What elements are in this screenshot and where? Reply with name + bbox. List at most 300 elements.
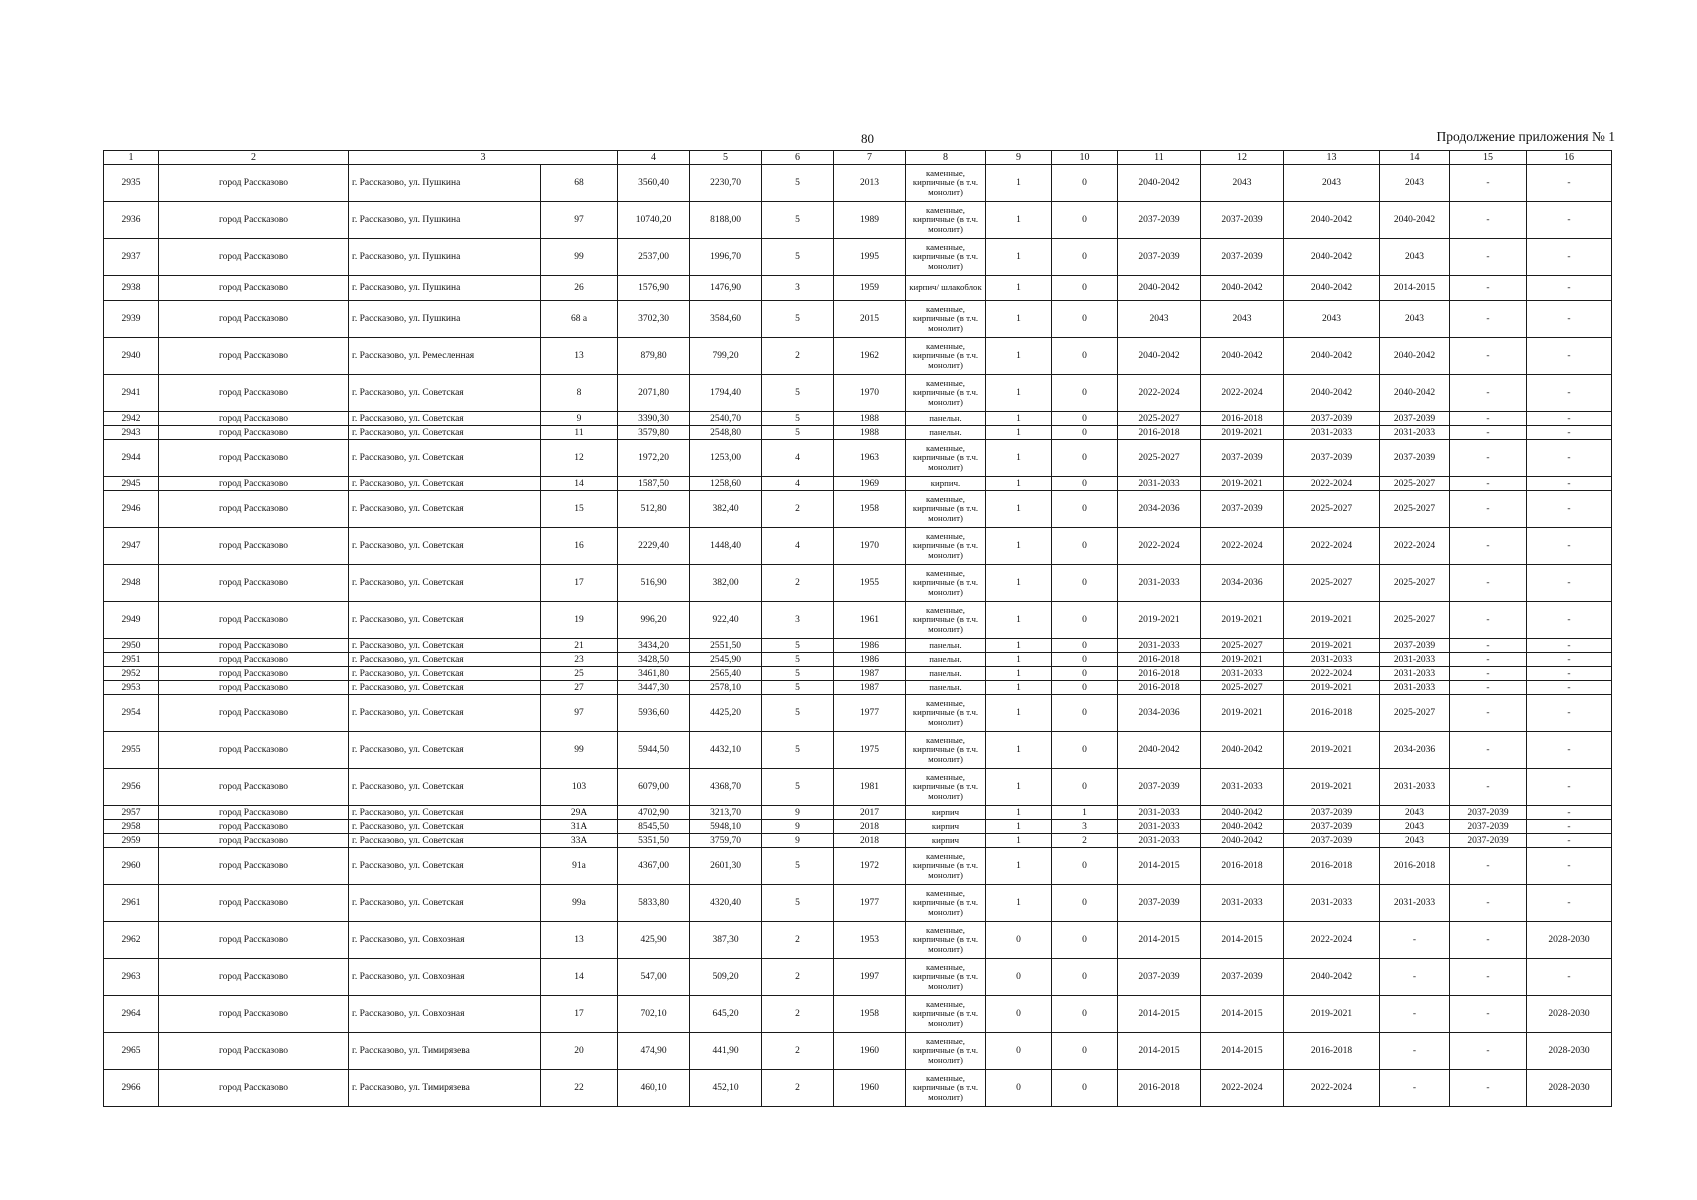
table-cell: 2: [1052, 834, 1118, 848]
table-cell: 2043: [1284, 301, 1380, 338]
table-cell: 5: [762, 732, 834, 769]
table-cell: 2031-2033: [1118, 639, 1201, 653]
table-cell: кирпич: [906, 834, 986, 848]
table-cell: кирпич: [906, 806, 986, 820]
table-cell: 2037-2039: [1380, 412, 1450, 426]
column-header: 13: [1284, 151, 1380, 165]
table-cell: город Рассказово: [159, 440, 349, 477]
table-cell: 5: [762, 301, 834, 338]
table-cell: 2945: [104, 477, 159, 491]
table-cell: 1972,20: [618, 440, 690, 477]
table-cell: 0: [1052, 412, 1118, 426]
table-cell: 2031-2033: [1201, 885, 1284, 922]
table-cell: 1963: [834, 440, 906, 477]
table-cell: 2964: [104, 996, 159, 1033]
table-cell: 2040-2042: [1284, 375, 1380, 412]
table-cell: 2037-2039: [1118, 239, 1201, 276]
table-cell: 2031-2033: [1118, 834, 1201, 848]
table-cell: 11: [541, 426, 618, 440]
table-cell: 103: [541, 769, 618, 806]
table-cell: 1: [986, 848, 1052, 885]
table-cell: 2037-2039: [1201, 202, 1284, 239]
table-cell: 4432,10: [690, 732, 762, 769]
table-cell: 23: [541, 653, 618, 667]
table-cell: 68 а: [541, 301, 618, 338]
table-cell: -: [1450, 491, 1527, 528]
table-cell: 1977: [834, 885, 906, 922]
table-cell: -: [1450, 885, 1527, 922]
table-cell: 0: [1052, 769, 1118, 806]
table-cell: 2551,50: [690, 639, 762, 653]
table-cell: 2031-2033: [1380, 426, 1450, 440]
table-cell: г. Рассказово, ул. Советская: [349, 375, 541, 412]
table-header: [104, 151, 1612, 165]
table-cell: г. Рассказово, ул. Советская: [349, 848, 541, 885]
table-cell: 2037-2039: [1201, 239, 1284, 276]
table-cell: город Рассказово: [159, 239, 349, 276]
table-cell: 1955: [834, 565, 906, 602]
table-cell: -: [1450, 732, 1527, 769]
table-cell: 1: [986, 491, 1052, 528]
table-cell: 91а: [541, 848, 618, 885]
table-cell: 1987: [834, 681, 906, 695]
table-cell: 0: [986, 1070, 1052, 1107]
table-cell: 2037-2039: [1118, 202, 1201, 239]
table-cell: 1: [986, 412, 1052, 426]
table-cell: -: [1527, 338, 1612, 375]
table-cell: кирпич/ шлакоблок: [906, 276, 986, 301]
table-cell: 1: [986, 276, 1052, 301]
table-cell: 5: [762, 667, 834, 681]
table-cell: 2019-2021: [1284, 732, 1380, 769]
table-cell: -: [1450, 848, 1527, 885]
table-cell: 2014-2015: [1118, 848, 1201, 885]
table-cell: 1: [1052, 806, 1118, 820]
table-cell: 2025-2027: [1380, 602, 1450, 639]
table-cell: каменные, кирпичные (в т.ч. монолит): [906, 1033, 986, 1070]
table-cell: город Рассказово: [159, 834, 349, 848]
table-cell: 2037-2039: [1450, 806, 1527, 820]
table-cell: 4: [762, 477, 834, 491]
table-cell: каменные, кирпичные (в т.ч. монолит): [906, 996, 986, 1033]
column-header: 15: [1450, 151, 1527, 165]
table-cell: 1: [986, 820, 1052, 834]
table-cell: 879,80: [618, 338, 690, 375]
table-cell: -: [1527, 820, 1612, 834]
table-row: [104, 834, 1612, 848]
table-cell: -: [1450, 202, 1527, 239]
table-cell: 4368,70: [690, 769, 762, 806]
table-row: [104, 528, 1612, 565]
table-cell: 0: [986, 996, 1052, 1033]
table-cell: 1988: [834, 412, 906, 426]
table-cell: -: [1450, 769, 1527, 806]
table-row: [104, 165, 1612, 202]
table-cell: г. Рассказово, ул. Советская: [349, 834, 541, 848]
table-cell: 33А: [541, 834, 618, 848]
table-cell: 2545,90: [690, 653, 762, 667]
table-cell: г. Рассказово, ул. Советская: [349, 528, 541, 565]
table-cell: город Рассказово: [159, 412, 349, 426]
table-cell: 2019-2021: [1201, 477, 1284, 491]
table-cell: 3: [762, 602, 834, 639]
table-cell: 2014-2015: [1118, 1033, 1201, 1070]
table-cell: 1995: [834, 239, 906, 276]
table-cell: 425,90: [618, 922, 690, 959]
table-cell: каменные, кирпичные (в т.ч. монолит): [906, 848, 986, 885]
table-cell: 1996,70: [690, 239, 762, 276]
table-cell: 97: [541, 695, 618, 732]
table-cell: -: [1450, 276, 1527, 301]
table-cell: г. Рассказово, ул. Советская: [349, 639, 541, 653]
table-cell: город Рассказово: [159, 996, 349, 1033]
table-cell: 17: [541, 996, 618, 1033]
table-cell: 3584,60: [690, 301, 762, 338]
table-cell: 31А: [541, 820, 618, 834]
table-cell: г. Рассказово, ул. Советская: [349, 602, 541, 639]
table-cell: 2071,80: [618, 375, 690, 412]
table-cell: 2028-2030: [1527, 996, 1612, 1033]
table-cell: 2: [762, 565, 834, 602]
table-cell: 2031-2033: [1380, 885, 1450, 922]
table-cell: 2022-2024: [1118, 528, 1201, 565]
table-cell: каменные, кирпичные (в т.ч. монолит): [906, 565, 986, 602]
table-cell: 1970: [834, 528, 906, 565]
table-cell: -: [1450, 996, 1527, 1033]
table-cell: 2031-2033: [1380, 681, 1450, 695]
table-cell: город Рассказово: [159, 338, 349, 375]
table-cell: 2028-2030: [1527, 922, 1612, 959]
table-cell: 2037-2039: [1284, 440, 1380, 477]
table-cell: 2961: [104, 885, 159, 922]
table-cell: 3560,40: [618, 165, 690, 202]
table-cell: 8: [541, 375, 618, 412]
table-cell: 2019-2021: [1284, 681, 1380, 695]
table-row: [104, 412, 1612, 426]
table-cell: 1587,50: [618, 477, 690, 491]
table-cell: -: [1450, 412, 1527, 426]
table-cell: 5: [762, 375, 834, 412]
table-cell: -: [1450, 426, 1527, 440]
table-cell: 8545,50: [618, 820, 690, 834]
table-cell: 2016-2018: [1284, 695, 1380, 732]
table-cell: 2040-2042: [1201, 834, 1284, 848]
table-cell: г. Рассказово, ул. Тимирязева: [349, 1033, 541, 1070]
table-cell: 5833,80: [618, 885, 690, 922]
table-cell: 2949: [104, 602, 159, 639]
table-cell: 1: [986, 440, 1052, 477]
column-header: 10: [1052, 151, 1118, 165]
table-cell: город Рассказово: [159, 959, 349, 996]
table-cell: город Рассказово: [159, 202, 349, 239]
table-cell: 0: [1052, 338, 1118, 375]
table-cell: -: [1450, 1033, 1527, 1070]
table-cell: г. Рассказово, ул. Пушкина: [349, 239, 541, 276]
table-cell: -: [1450, 565, 1527, 602]
column-header: 3: [349, 151, 618, 165]
table-cell: 1975: [834, 732, 906, 769]
table-cell: 2958: [104, 820, 159, 834]
table-cell: каменные, кирпичные (в т.ч. монолит): [906, 959, 986, 996]
table-cell: 2019-2021: [1201, 695, 1284, 732]
table-cell: -: [1527, 491, 1612, 528]
table-cell: г. Рассказово, ул. Пушкина: [349, 165, 541, 202]
table-cell: 2031-2033: [1380, 653, 1450, 667]
table-cell: панельн.: [906, 653, 986, 667]
table-cell: 0: [986, 959, 1052, 996]
table-cell: 2043: [1118, 301, 1201, 338]
table-cell: 9: [762, 806, 834, 820]
table-cell: 29А: [541, 806, 618, 820]
table-cell: город Рассказово: [159, 885, 349, 922]
table-row: [104, 491, 1612, 528]
table-cell: 2601,30: [690, 848, 762, 885]
table-cell: 1: [986, 732, 1052, 769]
table-cell: 1988: [834, 426, 906, 440]
table-cell: -: [1450, 477, 1527, 491]
table-cell: 2229,40: [618, 528, 690, 565]
table-cell: каменные, кирпичные (в т.ч. монолит): [906, 695, 986, 732]
table-cell: 2022-2024: [1284, 667, 1380, 681]
table-cell: 0: [1052, 695, 1118, 732]
table-cell: 2019-2021: [1201, 602, 1284, 639]
table-row: [104, 477, 1612, 491]
table-cell: г. Рассказово, ул. Советская: [349, 426, 541, 440]
table-cell: 3702,30: [618, 301, 690, 338]
table-cell: город Рассказово: [159, 426, 349, 440]
table-cell: -: [1527, 806, 1612, 820]
table-cell: 0: [1052, 653, 1118, 667]
table-cell: 2018: [834, 834, 906, 848]
table-cell: 9: [541, 412, 618, 426]
table-cell: город Рассказово: [159, 732, 349, 769]
table-cell: 2022-2024: [1284, 922, 1380, 959]
table-cell: 5936,60: [618, 695, 690, 732]
table-row: [104, 769, 1612, 806]
table-cell: 2043: [1380, 806, 1450, 820]
table-cell: 4425,20: [690, 695, 762, 732]
column-header: 1: [104, 151, 159, 165]
table-cell: 1977: [834, 695, 906, 732]
table-cell: г. Рассказово, ул. Советская: [349, 820, 541, 834]
table-cell: 2: [762, 1033, 834, 1070]
table-cell: 441,90: [690, 1033, 762, 1070]
table-cell: 1: [986, 639, 1052, 653]
table-cell: 3: [1052, 820, 1118, 834]
table-cell: 0: [1052, 426, 1118, 440]
table-cell: 2040-2042: [1201, 732, 1284, 769]
table-cell: -: [1450, 1070, 1527, 1107]
table-cell: 2022-2024: [1201, 528, 1284, 565]
table-cell: 2037-2039: [1284, 806, 1380, 820]
table-cell: панельн.: [906, 412, 986, 426]
table-cell: 2936: [104, 202, 159, 239]
table-cell: 15: [541, 491, 618, 528]
table-cell: каменные, кирпичные (в т.ч. монолит): [906, 440, 986, 477]
table-cell: 0: [1052, 885, 1118, 922]
table-cell: 1: [986, 301, 1052, 338]
table-cell: 19: [541, 602, 618, 639]
table-cell: -: [1450, 922, 1527, 959]
table-cell: 2031-2033: [1284, 885, 1380, 922]
table-cell: 1: [986, 477, 1052, 491]
table-cell: 2040-2042: [1118, 338, 1201, 375]
table-cell: 2014-2015: [1118, 922, 1201, 959]
column-header: 9: [986, 151, 1052, 165]
table-cell: 2040-2042: [1118, 732, 1201, 769]
table-cell: 2031-2033: [1118, 820, 1201, 834]
table-cell: 2037-2039: [1201, 491, 1284, 528]
table-cell: город Рассказово: [159, 301, 349, 338]
table-cell: 2966: [104, 1070, 159, 1107]
table-cell: 5944,50: [618, 732, 690, 769]
table-cell: 2952: [104, 667, 159, 681]
table-row: [104, 602, 1612, 639]
table-cell: каменные, кирпичные (в т.ч. монолит): [906, 375, 986, 412]
table-cell: г. Рассказово, ул. Советская: [349, 695, 541, 732]
table-cell: 2034-2036: [1118, 491, 1201, 528]
table-cell: 2037-2039: [1284, 412, 1380, 426]
table-cell: город Рассказово: [159, 491, 349, 528]
table-cell: 2: [762, 959, 834, 996]
table-cell: 2037-2039: [1450, 834, 1527, 848]
table-cell: 2025-2027: [1380, 695, 1450, 732]
table-cell: 2014-2015: [1201, 922, 1284, 959]
table-cell: 2037-2039: [1201, 959, 1284, 996]
table-cell: панельн.: [906, 667, 986, 681]
table-cell: каменные, кирпичные (в т.ч. монолит): [906, 165, 986, 202]
table-cell: 2019-2021: [1284, 769, 1380, 806]
table-cell: город Рассказово: [159, 639, 349, 653]
table-cell: 2230,70: [690, 165, 762, 202]
table-cell: 2956: [104, 769, 159, 806]
table-cell: -: [1527, 653, 1612, 667]
table-cell: 5: [762, 639, 834, 653]
table-cell: 27: [541, 681, 618, 695]
table-cell: 2016-2018: [1118, 426, 1201, 440]
table-cell: г. Рассказово, ул. Советская: [349, 491, 541, 528]
table-cell: -: [1527, 848, 1612, 885]
table-cell: каменные, кирпичные (в т.ч. монолит): [906, 338, 986, 375]
table-cell: 4367,00: [618, 848, 690, 885]
table-cell: 97: [541, 202, 618, 239]
table-row: [104, 1070, 1612, 1107]
table-cell: 2025-2027: [1118, 412, 1201, 426]
table-cell: г. Рассказово, ул. Советская: [349, 667, 541, 681]
table-cell: 2037-2039: [1118, 769, 1201, 806]
table-cell: -: [1527, 667, 1612, 681]
table-cell: -: [1527, 732, 1612, 769]
table-cell: 2037-2039: [1118, 959, 1201, 996]
table-cell: -: [1527, 959, 1612, 996]
table-cell: 2040-2042: [1284, 338, 1380, 375]
table-cell: -: [1380, 922, 1450, 959]
table-cell: 3759,70: [690, 834, 762, 848]
table-cell: 2019-2021: [1201, 426, 1284, 440]
table-cell: 3: [762, 276, 834, 301]
table-cell: -: [1527, 375, 1612, 412]
table-cell: 645,20: [690, 996, 762, 1033]
table-cell: город Рассказово: [159, 1033, 349, 1070]
table-cell: 0: [1052, 1033, 1118, 1070]
table-cell: г. Рассказово, ул. Советская: [349, 769, 541, 806]
table-cell: 0: [1052, 1070, 1118, 1107]
table-cell: 3390,30: [618, 412, 690, 426]
column-header: 4: [618, 151, 690, 165]
table-cell: 1: [986, 375, 1052, 412]
table-cell: 2948: [104, 565, 159, 602]
table-cell: 1: [986, 602, 1052, 639]
table-cell: 5: [762, 653, 834, 667]
table-cell: 5: [762, 681, 834, 695]
table-cell: 2037-2039: [1380, 639, 1450, 653]
table-cell: 26: [541, 276, 618, 301]
table-cell: 2031-2033: [1201, 769, 1284, 806]
table-cell: 2937: [104, 239, 159, 276]
table-row: [104, 885, 1612, 922]
table-cell: 512,80: [618, 491, 690, 528]
table-cell: 0: [1052, 202, 1118, 239]
table-cell: кирпич.: [906, 477, 986, 491]
table-cell: 2943: [104, 426, 159, 440]
table-cell: 1: [986, 202, 1052, 239]
table-cell: г. Рассказово, ул. Пушкина: [349, 202, 541, 239]
table-cell: 5: [762, 412, 834, 426]
table-cell: 2022-2024: [1201, 1070, 1284, 1107]
table-cell: 17: [541, 565, 618, 602]
table-cell: каменные, кирпичные (в т.ч. монолит): [906, 885, 986, 922]
table-cell: 5: [762, 848, 834, 885]
table-cell: 1: [986, 653, 1052, 667]
table-cell: 0: [1052, 732, 1118, 769]
table-cell: 2014-2015: [1380, 276, 1450, 301]
table-cell: г. Рассказово, ул. Пушкина: [349, 276, 541, 301]
table-row: [104, 1033, 1612, 1070]
table-cell: 16: [541, 528, 618, 565]
table-cell: каменные, кирпичные (в т.ч. монолит): [906, 528, 986, 565]
table-cell: 2040-2042: [1284, 276, 1380, 301]
table-cell: 2031-2033: [1380, 667, 1450, 681]
table-cell: 2540,70: [690, 412, 762, 426]
table-cell: 0: [1052, 528, 1118, 565]
table-cell: 5: [762, 695, 834, 732]
table-cell: -: [1450, 653, 1527, 667]
column-header: 6: [762, 151, 834, 165]
table-cell: г. Рассказово, ул. Советская: [349, 440, 541, 477]
table-cell: 2025-2027: [1201, 681, 1284, 695]
table-cell: 2031-2033: [1284, 653, 1380, 667]
table-cell: -: [1450, 375, 1527, 412]
table-row: [104, 848, 1612, 885]
table-cell: 9: [762, 820, 834, 834]
table-cell: 2022-2024: [1284, 477, 1380, 491]
table-cell: 2031-2033: [1118, 565, 1201, 602]
table-cell: -: [1527, 202, 1612, 239]
table-cell: -: [1380, 1070, 1450, 1107]
table-cell: 1253,00: [690, 440, 762, 477]
table-cell: 452,10: [690, 1070, 762, 1107]
table-cell: 2031-2033: [1118, 806, 1201, 820]
table-cell: -: [1527, 426, 1612, 440]
column-header: 12: [1201, 151, 1284, 165]
table-cell: каменные, кирпичные (в т.ч. монолит): [906, 922, 986, 959]
table-cell: 0: [1052, 440, 1118, 477]
column-header: 14: [1380, 151, 1450, 165]
table-cell: 2963: [104, 959, 159, 996]
table-cell: 2037-2039: [1284, 820, 1380, 834]
table-cell: город Рассказово: [159, 1070, 349, 1107]
table-cell: 0: [1052, 477, 1118, 491]
